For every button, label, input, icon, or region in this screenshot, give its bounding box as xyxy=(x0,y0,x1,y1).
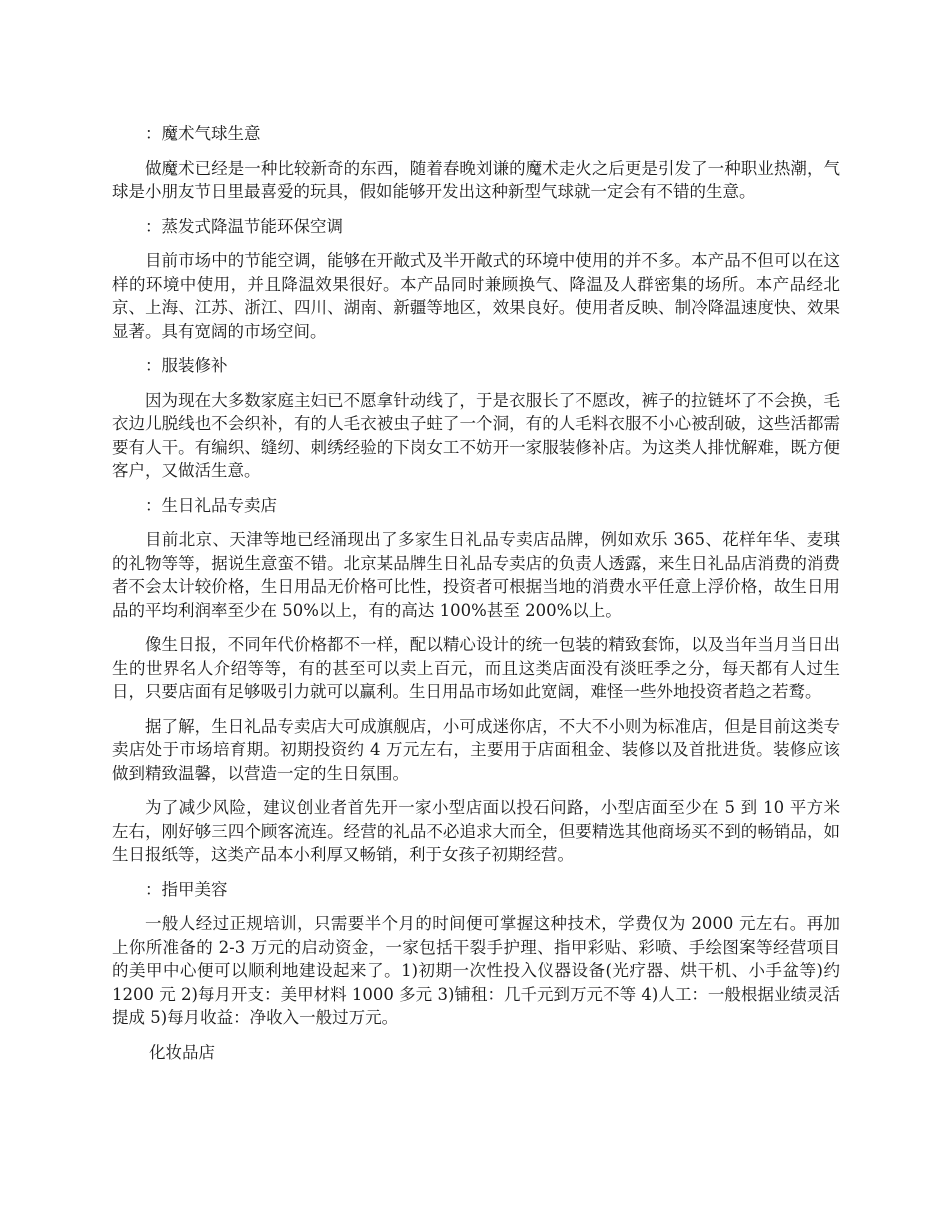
section-magic-balloon xyxy=(112,122,840,204)
paragraph: 目前北京、天津等地已经涌现出了多家生日礼品专卖店品牌，例如欢乐 365、花样年华、麦琪的礼物等等，据说生意蛮不错。北京某品牌生日礼品专卖店的负责人透露，来生日礼品店消费的消费者不会太计较价格，生日用品无价格可比性，投资者可根据当地的消费水平任意上浮价格，故生日用品的平均利润率至少在 50%以上，有的高达 100%甚至 200%以上。 xyxy=(112,530,840,620)
paragraph: 做魔术已经是一种比较新奇的东西，随着春晚刘谦的魔术走火之后更是引发了一种职业热潮，气球是小朋友节日里最喜爱的玩具，假如能够开发出这种新型气球就一定会有不错的生意。 xyxy=(112,158,840,201)
paragraph: 一般人经过正规培训，只需要半个月的时间便可掌握这种技术，学费仅为 2000 元左右。再加上你所准备的 2-3 万元的启动资金，一家包括干裂手护理、指甲彩贴、彩喷、手绘图案等经营项目的美甲中心便可以顺利地建设起来了。1)初期一次性投入仪器设备(光疗器、烘干机、小手盆等)约 1200 元 2)每月开支：美甲材料 1000 多元 3)铺租：几千元到万元不等 4)人工：一般根据业绩灵活提成 5)每月收益：净收入一般过万元。 xyxy=(112,914,840,1027)
section-birthday-gift-store xyxy=(112,494,840,867)
section-evaporative-air-conditioner xyxy=(112,215,840,344)
section-nail-beauty xyxy=(112,878,840,1030)
section-heading: ：指甲美容 xyxy=(145,879,228,899)
paragraph: 因为现在大多数家庭主妇已不愿拿针动线了，于是衣服长了不愿改，裤子的拉链坏了不会换，毛衣边儿脱线也不会织补，有的人毛衣被虫子蛀了一个洞，有的人毛料衣服不小心被刮破，这些活都需要有人干。有编织、缝纫、刺绣经验的下岗女工不妨开一家服装修补店。为这类人排忧解难，既方便客户，又做活生意。 xyxy=(112,390,840,480)
section-heading: ：魔术气球生意 xyxy=(145,124,261,143)
paragraph: 为了减少风险，建议创业者首先开一家小型店面以投石问路，小型店面至少在 5 到 10 平方米左右，刚好够三四个顾客流连。经营的礼品不必追求大而全，但要精选其他商场买不到的畅销品，如生日报纸等，这类产品本小利厚又畅销，利于女孩子初期经营。 xyxy=(112,798,840,864)
final-heading: 化妆品店 xyxy=(149,1042,215,1062)
paragraph: 目前市场中的节能空调，能够在开敞式及半开敞式的环境中使用的并不多。本产品不但可以在这样的环境中使用，并且降温效果很好。本产品同时兼顾换气、降温及人群密集的场所。本产品经北京、上海、江苏、浙江、四川、湖南、新疆等地区，效果良好。使用者反映、制冷降温速度快、效果显著。具有宽阔的市场空间。 xyxy=(112,251,840,341)
paragraph: 像生日报，不同年代价格都不一样，配以精心设计的统一包装的精致套饰，以及当年当月当日出生的世界名人介绍等等，有的甚至可以卖上百元，而且这类店面没有淡旺季之分，每天都有人过生日，只要店面有足够吸引力就可以赢利。生日用品市场如此宽阔，难怪一些外地投资者趋之若鹜。 xyxy=(112,635,840,701)
document-body xyxy=(112,122,840,1075)
section-clothing-repair xyxy=(112,354,840,483)
paragraph: 据了解，生日礼品专卖店大可成旗舰店，小可成迷你店，不大不小则为标准店，但是目前这类专卖店处于市场培育期。初期投资约 4 万元左右，主要用于店面租金、装修以及首批进货。装修应该做到精致温馨，以营造一定的生日氛围。 xyxy=(112,716,840,783)
section-heading: ：生日礼品专卖店 xyxy=(145,495,277,515)
section-heading: ：蒸发式降温节能环保空调 xyxy=(145,216,343,236)
section-heading: ：服装修补 xyxy=(145,356,228,375)
